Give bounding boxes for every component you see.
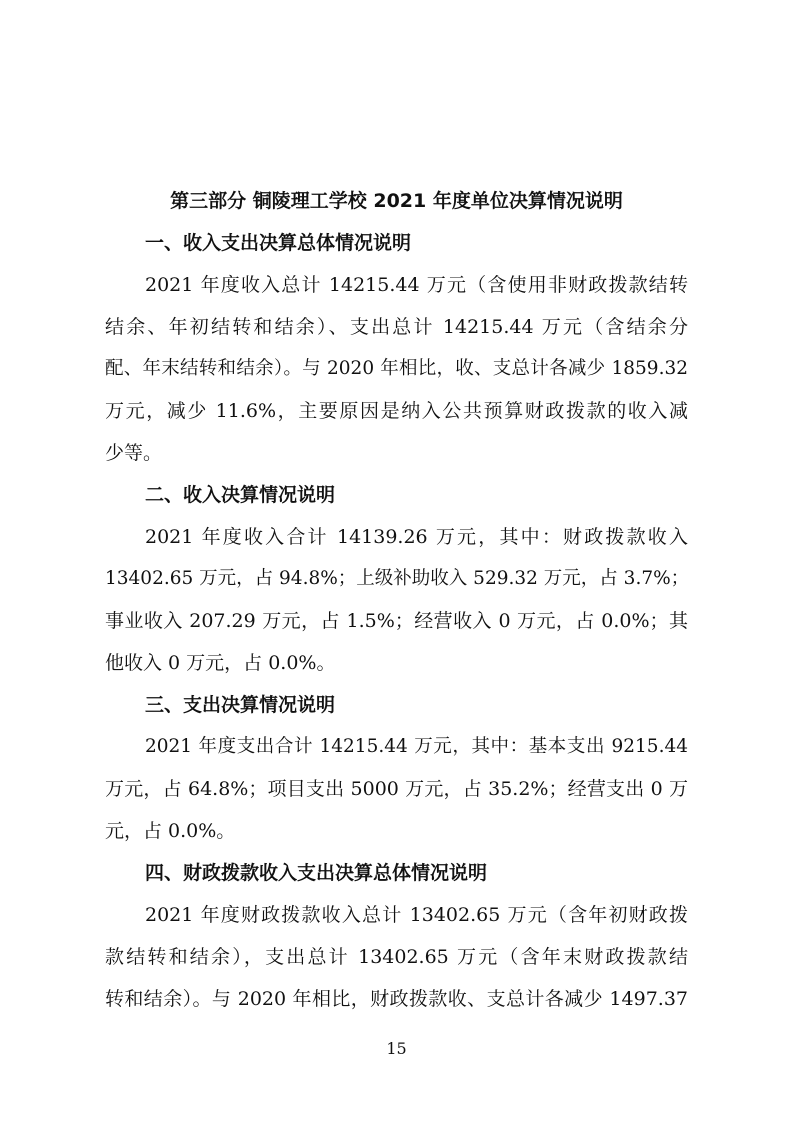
paragraph-line: 少等。	[105, 442, 163, 464]
paragraph-line: 万元，占 64.8%；项目支出 5000 万元，占 35.2%；经营支出 0 万	[105, 778, 688, 800]
paragraph-line: 13402.65 万元，占 94.8%；上级补助收入 529.32 万元，占 3.7%；	[105, 568, 690, 589]
paragraph-line: 2021 年度收入总计 14215.44 万元（含使用非财政拨款结转	[145, 274, 688, 296]
page-number: 15	[386, 1039, 407, 1058]
paragraph-line: 事业收入 207.29 万元，占 1.5%；经营收入 0 万元，占 0.0%；其	[105, 610, 688, 632]
paragraph-line: 万元，减少 11.6%，主要原因是纳入公共预算财政拨款的收入减	[105, 400, 688, 422]
document-title: 第三部分 铜陵理工学校 2021 年度单位决算情况说明	[170, 190, 623, 212]
section-heading-1: 一、收入支出决算总体情况说明	[145, 232, 412, 254]
paragraph-line: 他收入 0 万元，占 0.0%。	[105, 652, 336, 674]
section-heading-3: 三、支出决算情况说明	[145, 694, 336, 716]
paragraph-line: 款结转和结余），支出总计 13402.65 万元（含年末财政拨款结	[105, 946, 688, 968]
paragraph-line: 2021 年度财政拨款收入总计 13402.65 万元（含年初财政拨	[145, 904, 688, 926]
paragraph-line: 结余、年初结转和结余）、支出总计 14215.44 万元（含结余分	[105, 316, 688, 338]
paragraph-line: 2021 年度收入合计 14139.26 万元，其中：财政拨款收入	[145, 526, 688, 548]
paragraph-line: 2021 年度支出合计 14215.44 万元，其中：基本支出 9215.44	[145, 736, 688, 757]
paragraph-line: 转和结余）。与 2020 年相比，财政拨款收、支总计各减少 1497.37	[105, 988, 688, 1010]
paragraph-line: 配、年末结转和结余）。与 2020 年相比，收、支总计各减少 1859.32	[105, 358, 688, 379]
paragraph-line: 元，占 0.0%。	[105, 820, 236, 842]
section-heading-2: 二、收入决算情况说明	[145, 484, 336, 506]
section-heading-4: 四、财政拨款收入支出决算总体情况说明	[145, 862, 488, 884]
